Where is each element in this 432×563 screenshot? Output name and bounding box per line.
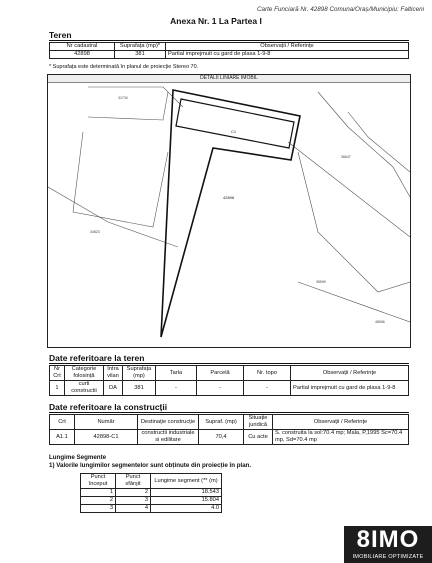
table-cell: 18.543 (151, 489, 222, 497)
table-cell: DA (104, 381, 123, 396)
anexa-title: Anexa Nr. 1 La Partea I (170, 16, 262, 26)
neighbor-boundary (298, 282, 410, 322)
table-header-cell: Observații / Referințe (291, 366, 409, 381)
neighbor-label: 36647 (341, 155, 351, 159)
table-row (50, 430, 409, 445)
table-cell: - (244, 381, 291, 396)
neighbor-label: 48966 (375, 320, 385, 324)
table-header-cell: Punct început (81, 474, 116, 489)
table-cell: 3 (81, 505, 116, 513)
table-cell: 381 (115, 51, 166, 59)
table-cell: curti constructii (65, 381, 104, 396)
neighbor-boundary (48, 187, 108, 222)
date-constructii-table (49, 414, 409, 445)
date-teren-divider (49, 363, 409, 364)
neighbor-boundary (73, 132, 168, 227)
table-cell: 15.804 (151, 497, 222, 505)
teren-footnote: * Suprafața este determinată în planul de proiecție Stereo 70. (49, 64, 199, 70)
table-cell: 2 (116, 489, 151, 497)
table-header-cell: Intra vilan (104, 366, 123, 381)
table-row (50, 51, 409, 59)
table-cell: 42898 (50, 51, 115, 59)
neighbor-boundary (88, 92, 168, 120)
table-cell: A1.1 (50, 430, 75, 445)
table-cell: 1 (50, 381, 65, 396)
teren-title: Teren (49, 30, 72, 40)
table-cell: 381 (123, 381, 156, 396)
table-header-cell: Punct sfârșit (116, 474, 151, 489)
table-row (81, 497, 222, 505)
table-cell: - (197, 381, 244, 396)
table-header-cell: Situație juridică (244, 415, 273, 430)
table-header-cell: Crt (50, 415, 75, 430)
table-header-cell: Parcelă (197, 366, 244, 381)
table-header-cell: Observații / Referințe (166, 43, 409, 51)
table-cell: 4 (116, 505, 151, 513)
date-teren-title: Date referitoare la teren (49, 353, 145, 363)
neighbor-boundary (298, 152, 410, 292)
cadastral-plan (48, 82, 410, 347)
plan-frame (47, 74, 411, 348)
neighbor-boundary (108, 222, 178, 247)
table-cell: 1 (81, 489, 116, 497)
date-constructii-title: Date referitoare la construcții (49, 402, 168, 412)
table-header-cell: Nr. topo (244, 366, 291, 381)
table-header-cell: Număr (75, 415, 138, 430)
building-c1 (176, 99, 294, 148)
neighbor-label: 34823 (90, 230, 100, 234)
table-header-cell: Tarla (156, 366, 197, 381)
table-header-row (81, 474, 222, 489)
table-cell: constructii industriale si edilitare (138, 430, 199, 445)
logo-tagline: IMOBILIARE OPTIMIZATE (352, 554, 424, 560)
table-header-cell: Observații / Referințe (273, 415, 409, 430)
table-cell: Partial imprejmuit cu gard de plasa 1-9-8 (166, 51, 409, 59)
table-cell: Cu acte (244, 430, 273, 445)
teren-divider (49, 40, 409, 41)
table-cell: 42898-C1 (75, 430, 138, 445)
table-cell: S. construita la sol:70.4 mp; Mala, P,1995 Sc=70.4 mp, Sd=70.4 mp (273, 430, 409, 445)
brand-logo (344, 526, 432, 563)
table-header-cell: Suprafața (mp) (123, 366, 156, 381)
table-header-cell: Suprafața (mp)* (115, 43, 166, 51)
logo-brand-text: 8IMO (356, 526, 420, 553)
neighbor-label: 31734 (118, 96, 128, 100)
table-cell: 70,4 (199, 430, 244, 445)
table-header-row (50, 366, 409, 381)
table-header-row (50, 415, 409, 430)
segmente-table (80, 473, 222, 513)
neighbor-boundary (318, 92, 410, 197)
neighbor-label: 35599 (316, 280, 326, 284)
table-header-cell: Destinație construcție (138, 415, 199, 430)
table-row (81, 489, 222, 497)
neighbor-boundary (348, 112, 410, 172)
date-teren-table (49, 365, 409, 396)
table-cell: 2 (81, 497, 116, 505)
neighbor-boundary (88, 87, 183, 107)
table-cell: - (156, 381, 197, 396)
building-label: C1 (231, 129, 237, 134)
teren-table (49, 42, 409, 59)
plan-title: DETALII LINIARE IMOBIL (48, 75, 410, 83)
segmente-subtitle: 1) Valorile lungimilor segmentelor sunt obținute din proiecție în plan. (49, 462, 252, 469)
table-header-row (50, 43, 409, 51)
table-header-cell: Nr cadastral (50, 43, 115, 51)
table-header-cell: Lungime segment (** (m) (151, 474, 222, 489)
parcel-label: 42898 (223, 195, 235, 200)
table-cell: Partial imprejmuit cu gard de plasa 1-9-8 (291, 381, 409, 396)
date-constructii-divider (49, 412, 409, 413)
table-header-cell: Supraf. (mp) (199, 415, 244, 430)
table-header-cell: Nr Crt (50, 366, 65, 381)
carte-funciara-header: Carte Funciară Nr. 42898 Comuna/Oraș/Municipiu: Falticeni (256, 6, 424, 13)
table-row (50, 381, 409, 396)
table-cell: 3 (116, 497, 151, 505)
segmente-title: Lungime Segmente (49, 454, 107, 461)
table-cell: 4.0 (151, 505, 222, 513)
table-header-cell: Categorie folosință (65, 366, 104, 381)
table-row (81, 505, 222, 513)
